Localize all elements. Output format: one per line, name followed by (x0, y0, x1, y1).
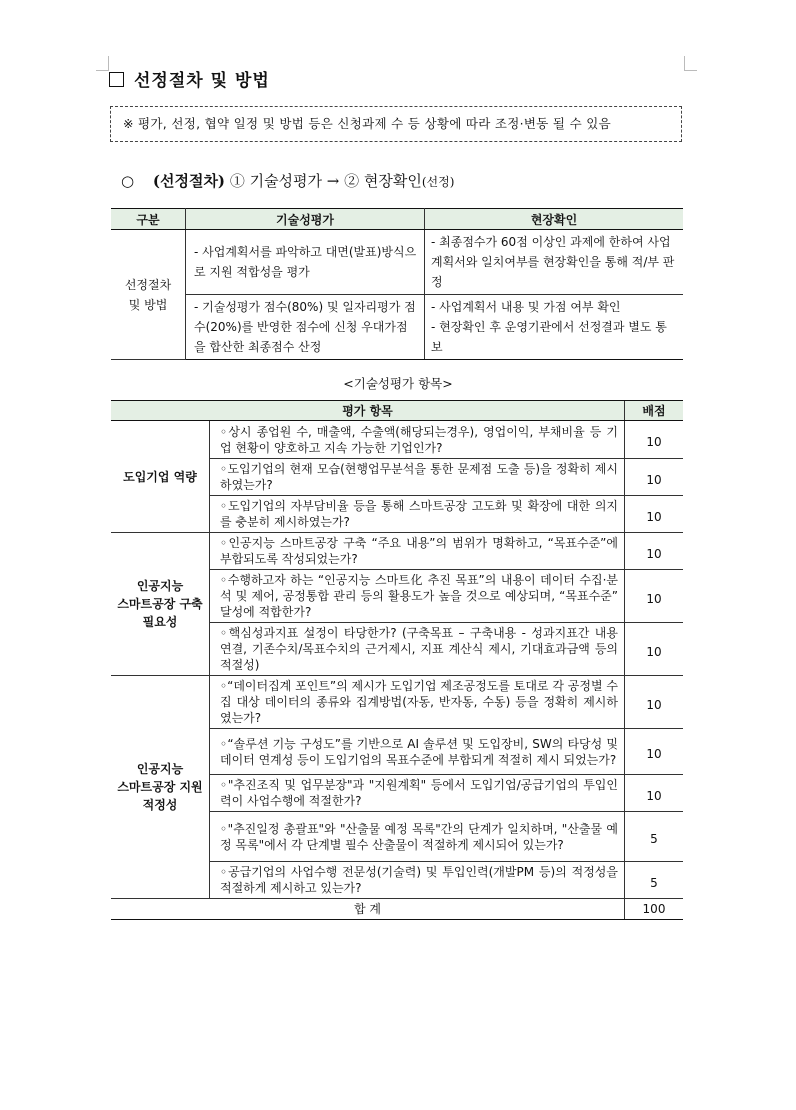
score-cell: 10 (625, 623, 684, 676)
tech-eval-cell: - 사업계획서를 파악하고 대면(발표)방식으로 지원 적합성을 평가 (186, 230, 425, 295)
score-cell: 10 (625, 570, 684, 623)
score-cell: 10 (625, 676, 684, 729)
checkbox-square-icon (109, 72, 124, 87)
eval-item-cell: ◦도입기업의 현재 모습(현행업무분석을 통한 문제점 도출 등)을 정확히 제시하였는가? (210, 459, 625, 496)
table-caption: <기술성평가 항목> (343, 376, 453, 391)
page-corner-mark-left (96, 56, 109, 71)
eval-item-cell: ◦"추진조직 및 업무분장"과 "지원계획" 등에서 도입기업/공급기업의 투입인력이 사업수행에 적절한가? (210, 775, 625, 812)
header-category: 구분 (111, 209, 186, 230)
page-corner-mark-right (684, 56, 697, 71)
header-site-check: 현장확인 (425, 209, 684, 230)
header-eval-items: 평가 항목 (111, 401, 625, 421)
table-header-row (111, 401, 683, 421)
category-cell: 인공지능 스마트공장 구축 필요성 (111, 533, 210, 676)
score-cell: 5 (625, 862, 684, 899)
eval-item-cell: ◦도입기업의 자부담비율 등을 통해 스마트공장 고도화 및 확장에 대한 의지를 충분히 제시하였는가? (210, 496, 625, 533)
total-row (111, 899, 683, 920)
score-cell: 10 (625, 775, 684, 812)
eval-item-cell: ◦“솔루션 기능 구성도”를 기반으로 AI 솔루션 및 도입장비, SW의 타당성 및 데이터 연계성 등이 도입기업의 목표수준에 부합되게 적절히 제시 되었는가? (210, 729, 625, 775)
tech-evaluation-table (111, 400, 683, 920)
eval-item-cell: ◦공급기업의 사업수행 전문성(기술력) 및 투입인력(개발PM 등)의 적정성을 적절하게 제시하고 있는가? (210, 862, 625, 899)
score-cell: 10 (625, 421, 684, 459)
eval-item-cell: ◦상시 종업원 수, 매출액, 수출액(해당되는경우), 영업이익, 부채비율 등 기업 현황이 양호하고 지속 가능한 기업인가? (210, 421, 625, 459)
table-row (111, 295, 683, 360)
score-cell: 10 (625, 496, 684, 533)
row-label: 선정절차 및 방법 (111, 230, 186, 360)
header-score: 배점 (625, 401, 684, 421)
section-heading-text: 선정절차 및 방법 (134, 71, 270, 91)
table-header-row (111, 209, 683, 230)
total-label: 합 계 (111, 899, 625, 920)
score-cell: 10 (625, 729, 684, 775)
notice-box: ※ 평가, 선정, 협약 일정 및 방법 등은 신청과제 수 등 상황에 따라 조정·변동 될 수 있음 (110, 106, 682, 142)
score-cell: 10 (625, 459, 684, 496)
procedure-steps: ① 기술성평가 → ② 현장확인 (229, 172, 422, 190)
total-score: 100 (625, 899, 684, 920)
procedure-label: (선정절차) (152, 172, 226, 190)
table-row (111, 676, 683, 729)
section-heading (109, 66, 270, 91)
table-body (111, 421, 683, 920)
site-check-cell: - 사업계획서 내용 및 가점 여부 확인 - 현장확인 후 운영기관에서 선정결과 별도 통보 (425, 295, 684, 360)
table-row (111, 421, 683, 459)
score-cell: 5 (625, 812, 684, 862)
procedure-line (121, 170, 454, 191)
table-row (111, 533, 683, 570)
site-check-cell: - 최종점수가 60점 이상인 과제에 한하여 사업계획서와 일치여부를 현장확인을 통해 적/부 판정 (425, 230, 684, 295)
selection-procedure-table (111, 208, 683, 360)
eval-item-cell: ◦“데이터집계 포인트”의 제시가 도입기업 제조공정도를 토대로 각 공정별 수집 대상 데이터의 종류와 집계방법(자동, 반자동, 수동) 등을 정확히 제시하였는가? (210, 676, 625, 729)
eval-item-cell: ◦수행하고자 하는 “인공지능 스마트化 추진 목표”의 내용이 데이터 수집·분석 및 제어, 공정통합 관리 등의 활용도가 높을 것으로 예상되며, “목표수준” 달성에 적합한가? (210, 570, 625, 623)
eval-item-cell: ◦"추진일정 총괄표"와 "산출물 예정 목록"간의 단계가 일치하며, "산출물 예정 목록"에서 각 단계별 필수 산출물이 적절하게 제시되어 있는가? (210, 812, 625, 862)
bullet-circle: ○ (121, 172, 135, 190)
tech-eval-cell: - 기술성평가 점수(80%) 및 일자리평가 점수(20%)를 반영한 점수에 신청 우대가점을 합산한 최종점수 산정 (186, 295, 425, 360)
score-cell: 10 (625, 533, 684, 570)
category-cell: 도입기업 역량 (111, 421, 210, 533)
eval-item-cell: ◦인공지능 스마트공장 구축 “주요 내용”의 범위가 명확하고, “목표수준”에 부합되도록 작성되었는가? (210, 533, 625, 570)
procedure-suffix: (선정) (421, 175, 455, 189)
category-cell: 인공지능 스마트공장 지원 적정성 (111, 676, 210, 899)
eval-item-cell: ◦핵심성과지표 설정이 타당한가? (구축목표 – 구축내용 - 성과지표간 내용 연결, 기존수치/목표수치의 근거제시, 지표 계산식 제시, 기대효과금액 등의 적절성) (210, 623, 625, 676)
header-tech-eval: 기술성평가 (186, 209, 425, 230)
table-row (111, 230, 683, 295)
